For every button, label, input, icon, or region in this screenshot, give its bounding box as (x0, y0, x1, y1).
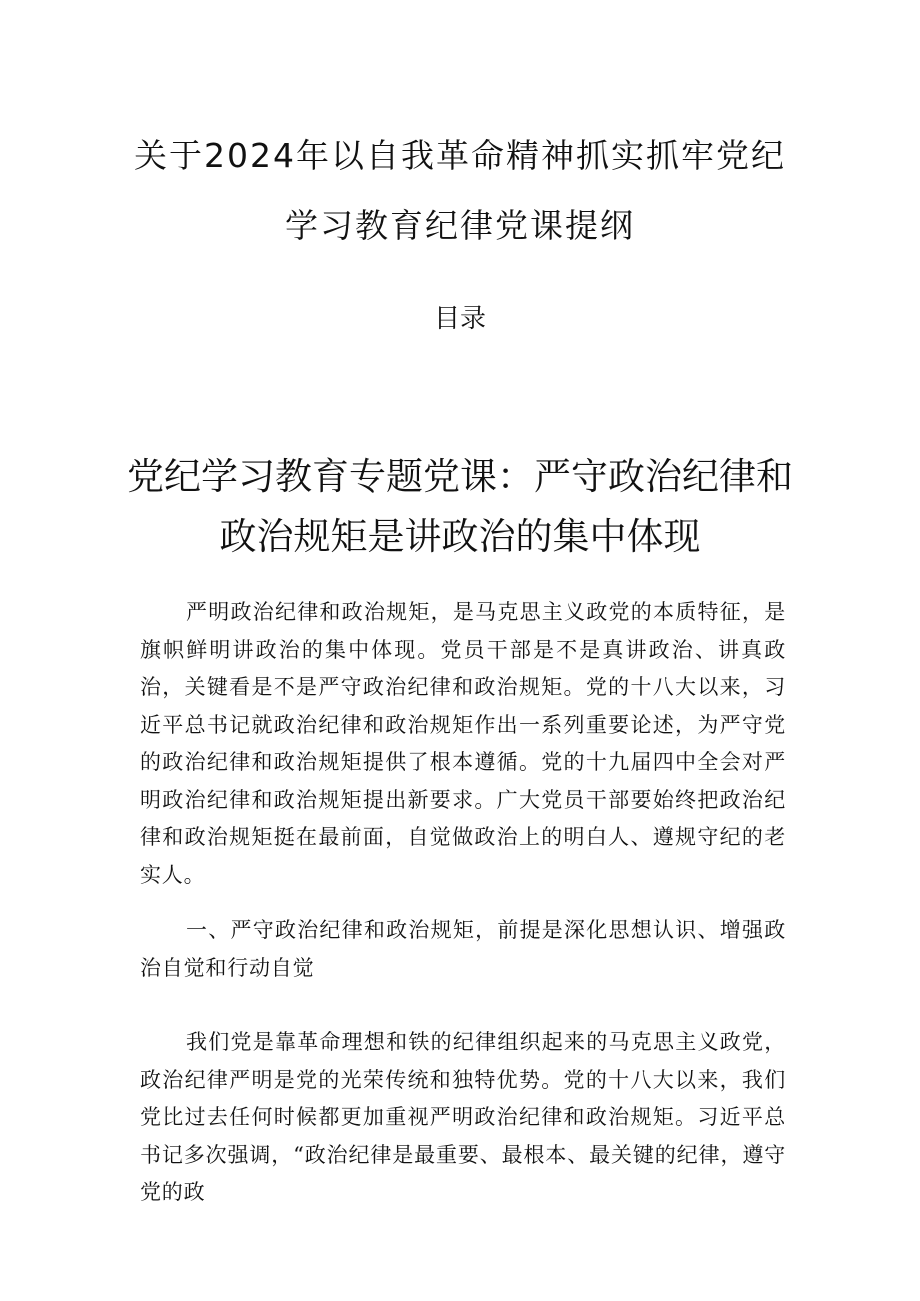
body-paragraph: 严明政治纪律和政治规矩，是马克思主义政党的本质特征，是旗帜鲜明讲政治的集中体现。党员干部是不是真讲政治、讲真政治，关键看是不是严守政治纪律和政治规矩。党的十八大以来，习近平总书记就政治纪律和政治规矩作出一系列重要论述，为严守党的政治纪律和政治规矩提供了根本遵循。党的十九届四中全会对严明政治纪律和政治规矩提出新要求。广大党员干部要始终把政治纪律和政治规矩挺在最前面，自觉做政治上的明白人、遵规守纪的老实人。 (140, 600, 786, 887)
section-heading-paragraph: 一、严守政治纪律和政治规矩，前提是深化思想认识、增强政治自觉和行动自觉 (140, 918, 786, 980)
section-title-line-1: 党纪学习教育专题党课：严守政治纪律和 (127, 455, 793, 498)
body-paragraph: 我们党是靠革命理想和铁的纪律组织起来的马克思主义政党，政治纪律严明是党的光荣传统和独特优势。党的十八大以来，我们党比过去任何时候都更加重视严明政治纪律和政治规矩。习近平总书记多次强调，“政治纪律是最重要、最根本、最关键的纪律，遵守党的政 (140, 1030, 786, 1204)
document-title-line-2: 学习教育纪律党课提纲 (285, 206, 635, 245)
section-title-line-2: 政治规矩是讲政治的集中体现 (219, 515, 701, 558)
document-title-line-1: 关于2024年以自我革命精神抓实抓牢党纪 (134, 136, 786, 175)
toc-heading: 目录 (433, 304, 486, 334)
